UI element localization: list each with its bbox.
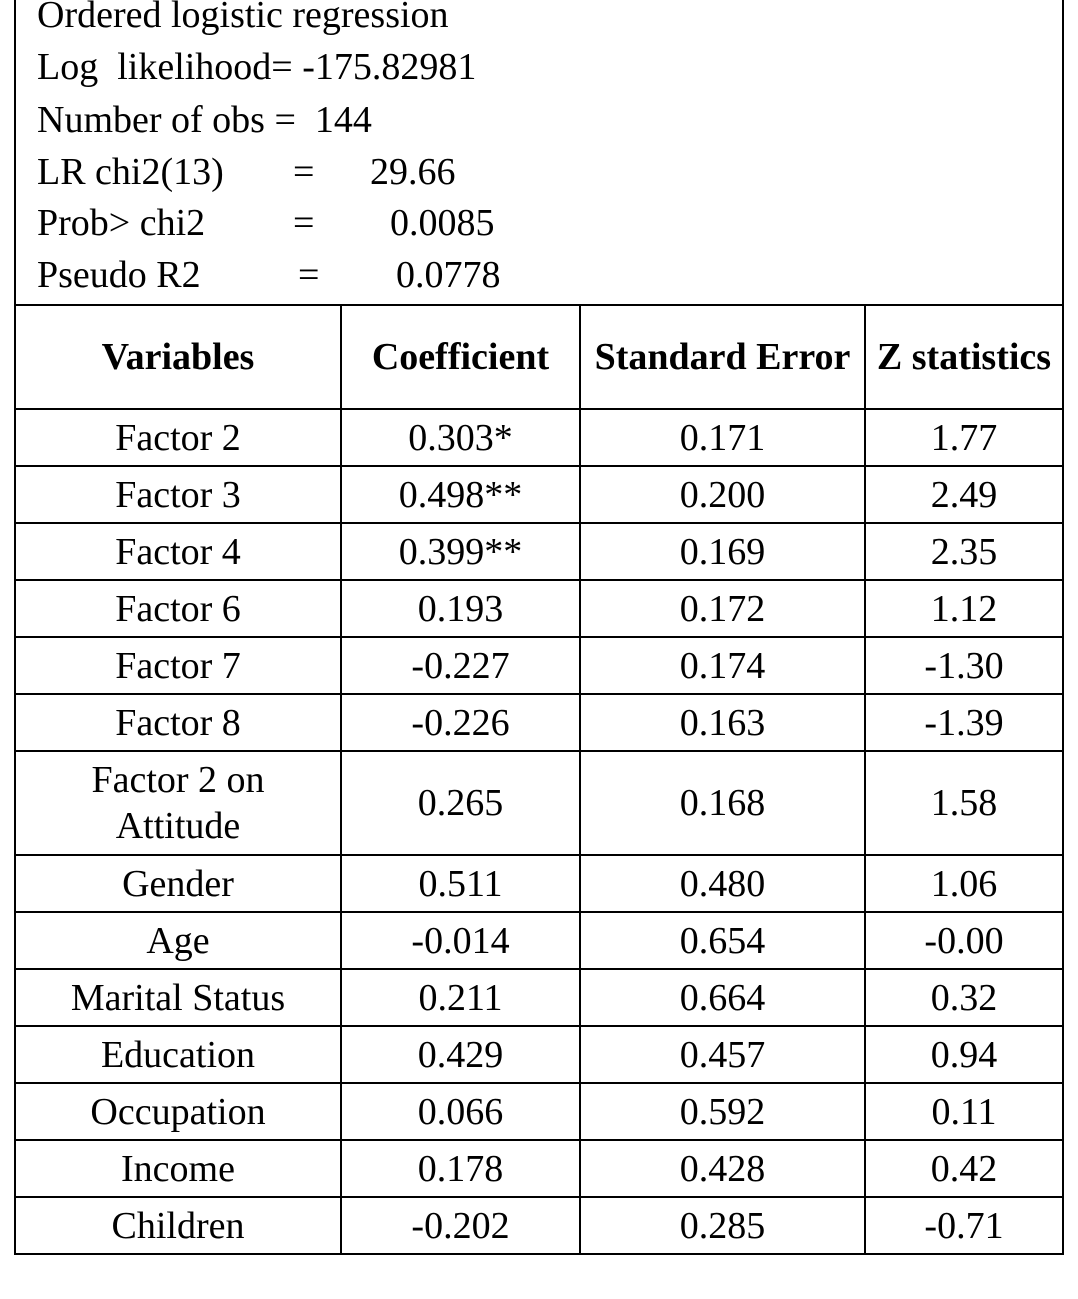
standard-error-cell: 0.200: [580, 466, 865, 523]
variable-cell: Factor 7: [15, 637, 341, 694]
z-statistic-cell: 1.58: [865, 751, 1063, 855]
standard-error-cell: 0.174: [580, 637, 865, 694]
number-of-obs: Number of obs = 144: [37, 99, 372, 141]
table-row: [15, 855, 1063, 912]
table-row: [15, 1083, 1063, 1140]
standard-error-cell: 0.664: [580, 969, 865, 1026]
table-row: [15, 969, 1063, 1026]
stat-equals: =: [298, 254, 320, 296]
variable-cell: Marital Status: [15, 969, 341, 1026]
stat-label: Pseudo R2: [37, 254, 201, 296]
table-row: [15, 466, 1063, 523]
coefficient-cell: 0.498**: [341, 466, 580, 523]
coefficient-cell: 0.511: [341, 855, 580, 912]
header-variables: Variables: [15, 305, 341, 409]
log-likelihood: Log likelihood= -175.82981: [37, 46, 477, 88]
stat-label: Prob> chi2: [37, 202, 206, 244]
table-row: [15, 1197, 1063, 1254]
stat-value: 29.66: [370, 151, 456, 193]
header-standard-error: Standard Error: [580, 305, 865, 409]
stat-equals: =: [293, 151, 315, 193]
table-row: [15, 1140, 1063, 1197]
coefficient-cell: 0.265: [341, 751, 580, 855]
header-z-statistics: Z statistics: [865, 305, 1063, 409]
table-row: [15, 409, 1063, 466]
table-row: [15, 637, 1063, 694]
coefficient-cell: -0.202: [341, 1197, 580, 1254]
variable-cell: Factor 4: [15, 523, 341, 580]
standard-error-cell: 0.457: [580, 1026, 865, 1083]
z-statistic-cell: 1.06: [865, 855, 1063, 912]
standard-error-cell: 0.169: [580, 523, 865, 580]
variable-cell: Occupation: [15, 1083, 341, 1140]
z-statistic-cell: 2.49: [865, 466, 1063, 523]
stat-equals: =: [293, 202, 315, 244]
coefficient-cell: 0.429: [341, 1026, 580, 1083]
variable-cell: Factor 2 on Attitude: [15, 751, 341, 855]
variable-cell: Factor 2: [15, 409, 341, 466]
standard-error-cell: 0.172: [580, 580, 865, 637]
coefficient-cell: 0.211: [341, 969, 580, 1026]
table-row: [15, 1026, 1063, 1083]
standard-error-cell: 0.480: [580, 855, 865, 912]
standard-error-cell: 0.285: [580, 1197, 865, 1254]
table-row: [15, 751, 1063, 855]
coefficient-cell: -0.227: [341, 637, 580, 694]
standard-error-cell: 0.168: [580, 751, 865, 855]
variable-cell: Gender: [15, 855, 341, 912]
table-row: [15, 694, 1063, 751]
variable-cell: Children: [15, 1197, 341, 1254]
standard-error-cell: 0.428: [580, 1140, 865, 1197]
z-statistic-cell: 0.42: [865, 1140, 1063, 1197]
coefficient-cell: 0.193: [341, 580, 580, 637]
standard-error-cell: 0.592: [580, 1083, 865, 1140]
coefficient-cell: 0.399**: [341, 523, 580, 580]
z-statistic-cell: -1.39: [865, 694, 1063, 751]
variable-cell: Income: [15, 1140, 341, 1197]
z-statistic-cell: 0.94: [865, 1026, 1063, 1083]
standard-error-cell: 0.163: [580, 694, 865, 751]
coefficient-cell: 0.066: [341, 1083, 580, 1140]
regression-table: [14, 304, 1064, 1255]
z-statistic-cell: 1.12: [865, 580, 1063, 637]
variable-cell: Education: [15, 1026, 341, 1083]
stat-value: 0.0085: [390, 202, 495, 244]
coefficient-cell: -0.014: [341, 912, 580, 969]
variable-cell: Age: [15, 912, 341, 969]
table-row: [15, 523, 1063, 580]
z-statistic-cell: -0.00: [865, 912, 1063, 969]
model-title: Ordered logistic regression: [37, 0, 449, 36]
stat-value: 0.0778: [396, 254, 501, 296]
stat-label: LR chi2(13): [37, 151, 224, 193]
table-row: [15, 912, 1063, 969]
z-statistic-cell: 0.11: [865, 1083, 1063, 1140]
variable-cell: Factor 6: [15, 580, 341, 637]
standard-error-cell: 0.171: [580, 409, 865, 466]
z-statistic-cell: -1.30: [865, 637, 1063, 694]
standard-error-cell: 0.654: [580, 912, 865, 969]
coefficient-cell: 0.303*: [341, 409, 580, 466]
coefficient-cell: -0.226: [341, 694, 580, 751]
coefficient-cell: 0.178: [341, 1140, 580, 1197]
table-row: [15, 580, 1063, 637]
z-statistic-cell: -0.71: [865, 1197, 1063, 1254]
header-row: [15, 305, 1063, 409]
z-statistic-cell: 0.32: [865, 969, 1063, 1026]
variable-cell: Factor 3: [15, 466, 341, 523]
variable-cell: Factor 8: [15, 694, 341, 751]
z-statistic-cell: 2.35: [865, 523, 1063, 580]
z-statistic-cell: 1.77: [865, 409, 1063, 466]
header-coefficient: Coefficient: [341, 305, 580, 409]
